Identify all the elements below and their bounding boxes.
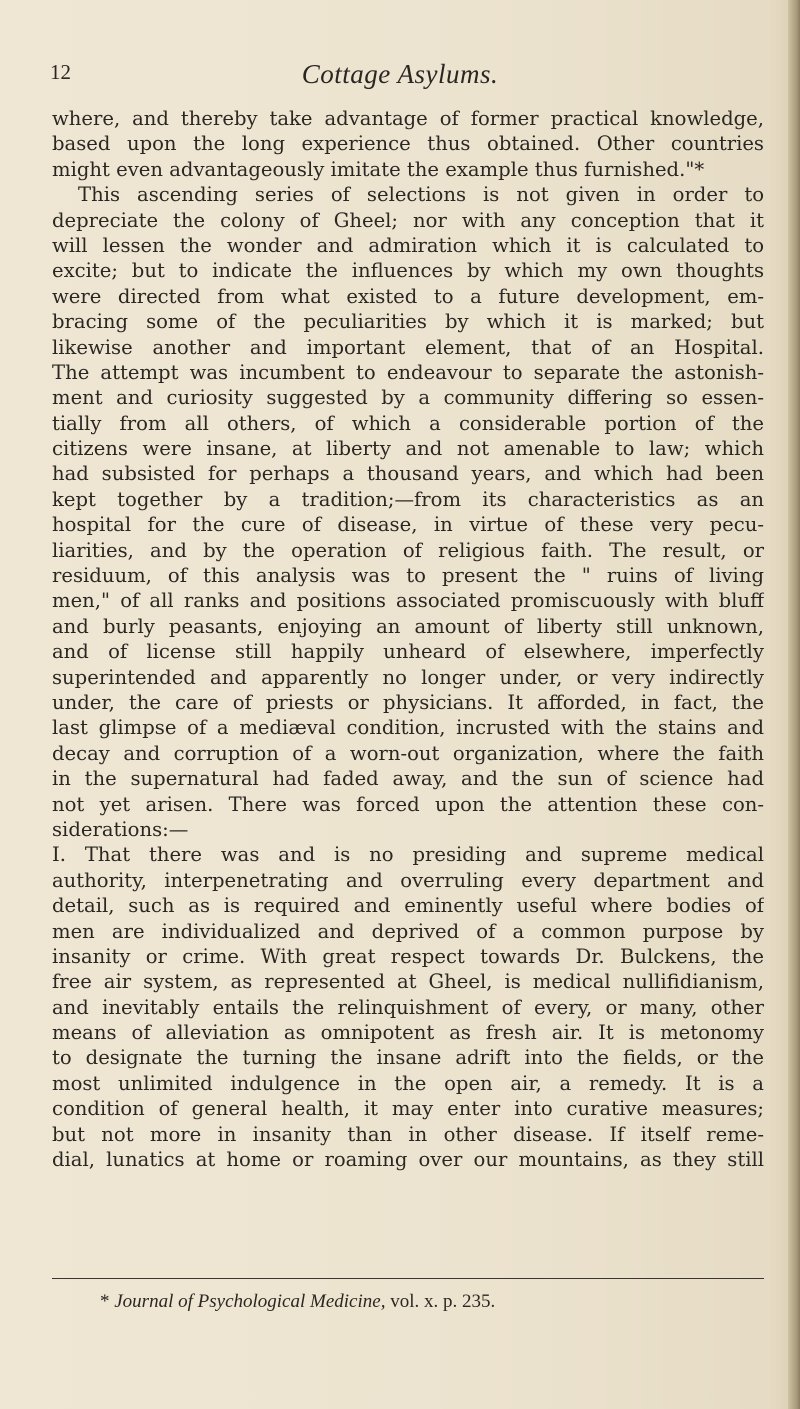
text-line: residuum, of this analysis was to present the " ruins of living (52, 564, 764, 588)
page-header (0, 58, 800, 98)
page-edge-shadow (788, 0, 800, 1409)
running-title: Cottage Asylums. (301, 59, 499, 89)
text-line: I. That there was and is no presiding and supreme medical (52, 843, 764, 867)
text-line: kept together by a tradition;—from its characteristics as an (52, 487, 764, 511)
text-line: based upon the long experience thus obtained. Other countries (52, 132, 764, 156)
text-line: will lessen the wonder and admiration which it is calculated to (52, 233, 764, 257)
text-line: decay and corruption of a worn-out organization, where the faith (52, 741, 764, 765)
text-line: insanity or crime. With great respect towards Dr. Bulckens, the (52, 944, 764, 968)
text-line: tially from all others, of which a considerable portion of the (52, 411, 764, 435)
text-line: depreciate the colony of Gheel; nor with any conception that it (52, 208, 764, 232)
text-line: to designate the turning the insane adrift into the fields, or the (52, 1046, 764, 1070)
text-line: superintended and apparently no longer under, or very indirectly (52, 665, 764, 689)
text-line: hospital for the cure of disease, in virtue of these very pecu- (52, 513, 764, 537)
text-line: most unlimited indulgence in the open air, a remedy. It is a (52, 1071, 764, 1095)
text-line: detail, such as is required and eminently useful where bodies of (52, 894, 764, 918)
text-line: free air system, as represented at Gheel, is medical nullifidianism, (52, 970, 764, 994)
text-line: were directed from what existed to a future development, em- (52, 284, 764, 308)
text-line: where, and thereby take advantage of former practical knowledge, (52, 107, 764, 130)
text-line: in the supernatural had faded away, and the sun of science had (52, 767, 764, 791)
text-line: might even advantageously imitate the example thus furnished."* (52, 157, 705, 181)
text-line: citizens were insane, at liberty and not amenable to law; which (52, 437, 764, 461)
footnote-rule (52, 1278, 764, 1279)
text-line: liarities, and by the operation of religious faith. The result, or (52, 538, 764, 562)
text-line: under, the care of priests or physicians. It afforded, in fact, the (52, 690, 764, 714)
footnote-journal: Journal of Psychological Medicine, (114, 1291, 386, 1312)
footnote (100, 1290, 495, 1314)
text-line: siderations:— (52, 817, 189, 841)
text-line: last glimpse of a mediæval condition, incrusted with the stains and (52, 716, 764, 740)
text-line: authority, interpenetrating and overruling every department and (52, 868, 764, 892)
text-line: The attempt was incumbent to endeavour to separate the astonish- (52, 360, 764, 384)
text-line: not yet arisen. There was forced upon the attention these con- (52, 792, 764, 816)
text-line: and of license still happily unheard of elsewhere, imperfectly (52, 640, 764, 664)
text-line: ment and curiosity suggested by a community differing so essen- (52, 386, 764, 410)
text-line: dial, lunatics at home or roaming over our mountains, as they still (52, 1148, 764, 1172)
text-line: men are individualized and deprived of a common purpose by (52, 919, 764, 943)
text-line: men," of all ranks and positions associated promiscuously with bluff (52, 589, 764, 613)
text-line: means of alleviation as omnipotent as fresh air. It is metonomy (52, 1021, 764, 1045)
text-line: excite; but to indicate the influences by which my own thoughts (52, 259, 764, 283)
body-text (52, 106, 764, 1172)
text-line: condition of general health, it may enter into curative measures; (52, 1097, 764, 1121)
page-number: 12 (50, 60, 71, 84)
text-line: likewise another and important element, that of an Hospital. (52, 335, 764, 359)
footnote-reference: vol. x. p. 235. (390, 1291, 496, 1312)
text-line: and burly peasants, enjoying an amount of liberty still unknown, (52, 614, 764, 638)
text-line: bracing some of the peculiarities by which it is marked; but (52, 310, 764, 334)
text-line: but not more in insanity than in other disease. If itself reme- (52, 1122, 764, 1146)
text-line: had subsisted for perhaps a thousand years, and which had been (52, 462, 764, 486)
text-line: This ascending series of selections is not given in order to (78, 183, 764, 207)
footnote-marker: * (100, 1291, 110, 1312)
text-line: and inevitably entails the relinquishment of every, or many, other (52, 995, 764, 1019)
